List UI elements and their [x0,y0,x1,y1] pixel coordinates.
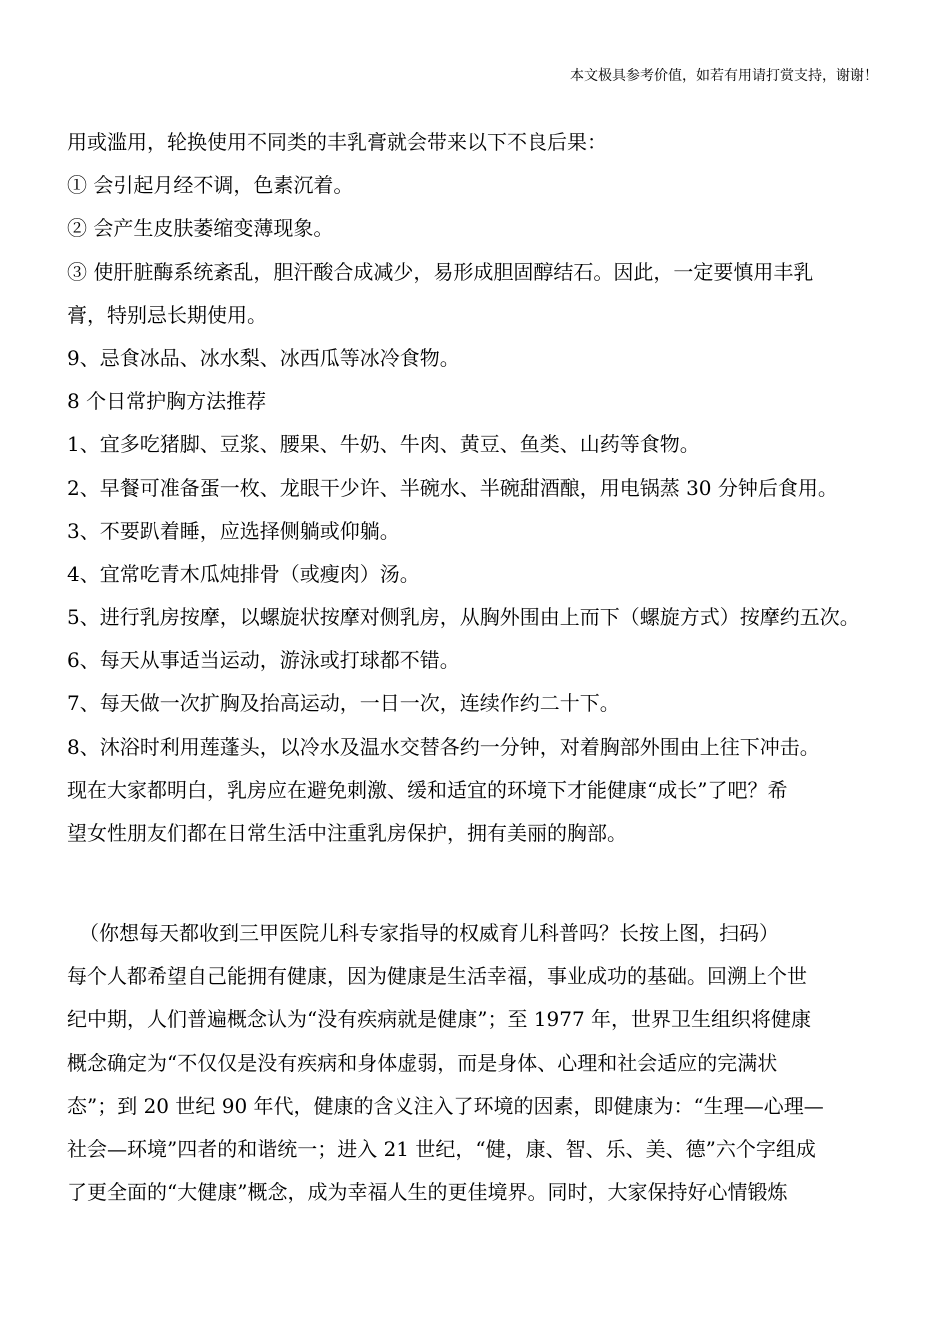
list-item-6: 6、每天从事适当运动，游泳或打球都不错。 [67,648,460,673]
image-caption: （你想每天都收到三甲医院儿科专家指导的权威育儿科普吗？长按上图，扫码） [79,921,779,945]
list-item-9: 9、忌食冰品、冰水梨、冰西瓜等冰冷食物。 [67,345,460,370]
paragraph-line: 了更全面的“大健康”概念，成为幸福人生的更佳境界。同时，大家保持好心情锻炼 [67,1180,788,1205]
paragraph-line: 态”；到 20 世纪 90 年代，健康的含义注入了环境的因素，即健康为：“生理—心理— [67,1093,824,1118]
list-item-1: 1、宜多吃猪脚、豆浆、腰果、牛奶、牛肉、黄豆、鱼类、山药等食物。 [67,432,700,457]
header-note: 本文极具参考价值，如若有用请打赏支持，谢谢！ [570,68,878,84]
paragraph-line: 每个人都希望自己能拥有健康，因为健康是生活幸福，事业成功的基础。回溯上个世 [67,964,807,989]
paragraph-line: 用或滥用，轮换使用不同类的丰乳膏就会带来以下不良后果： [67,130,607,154]
list-item-effect-2: ② 会产生皮肤萎缩变薄现象。 [67,216,334,241]
list-item-4: 4、宜常吃青木瓜炖排骨（或瘦肉）汤。 [67,561,420,586]
paragraph-line: 纪中期，人们普遍概念认为“没有疾病就是健康”；至 1977 年，世界卫生组织将健康 [67,1007,812,1032]
paragraph-line: 望女性朋友们都在日常生活中注重乳房保护，拥有美丽的胸部。 [67,821,627,845]
list-item-effect-1: ① 会引起月经不调，色素沉着。 [67,173,354,198]
article-section-bottom [67,912,885,1214]
paragraph-line: 社会—环境”四者的和谐统一；进入 21 世纪，“健，康、智、乐、美、德”六个字组成 [67,1136,816,1161]
list-item-5: 5、进行乳房按摩，以螺旋状按摩对侧乳房，从胸外围由上而下（螺旋方式）按摩约五次。 [67,605,860,630]
list-item-7: 7、每天做一次扩胸及抬高运动，一日一次，连续作约二十下。 [67,691,620,716]
list-item-effect-3: ③ 使肝脏酶系统紊乱，胆汗酸合成减少，易形成胆固醇结石。因此，一定要慎用丰乳 [67,259,814,284]
list-item-2: 2、早餐可准备蛋一枚、龙眼干少许、半碗水、半碗甜酒酿，用电锅蒸 30 分钟后食用。 [67,475,838,500]
paragraph-line: 现在大家都明白，乳房应在避免刺激、缓和适宜的环境下才能健康“成长”了吧？希 [67,777,788,802]
paragraph-line: 膏，特别忌长期使用。 [67,302,267,327]
paragraph-line: 概念确定为“不仅仅是没有疾病和身体虚弱，而是身体、心理和社会适应的完满状 [67,1050,778,1075]
section-heading: 8 个日常护胸方法推荐 [67,389,267,414]
list-item-3: 3、不要趴着睡，应选择侧躺或仰躺。 [67,518,400,543]
article-section-top [67,121,885,855]
list-item-8: 8、沐浴时利用莲蓬头，以冷水及温水交替各约一分钟，对着胸部外围由上往下冲击。 [67,734,820,759]
